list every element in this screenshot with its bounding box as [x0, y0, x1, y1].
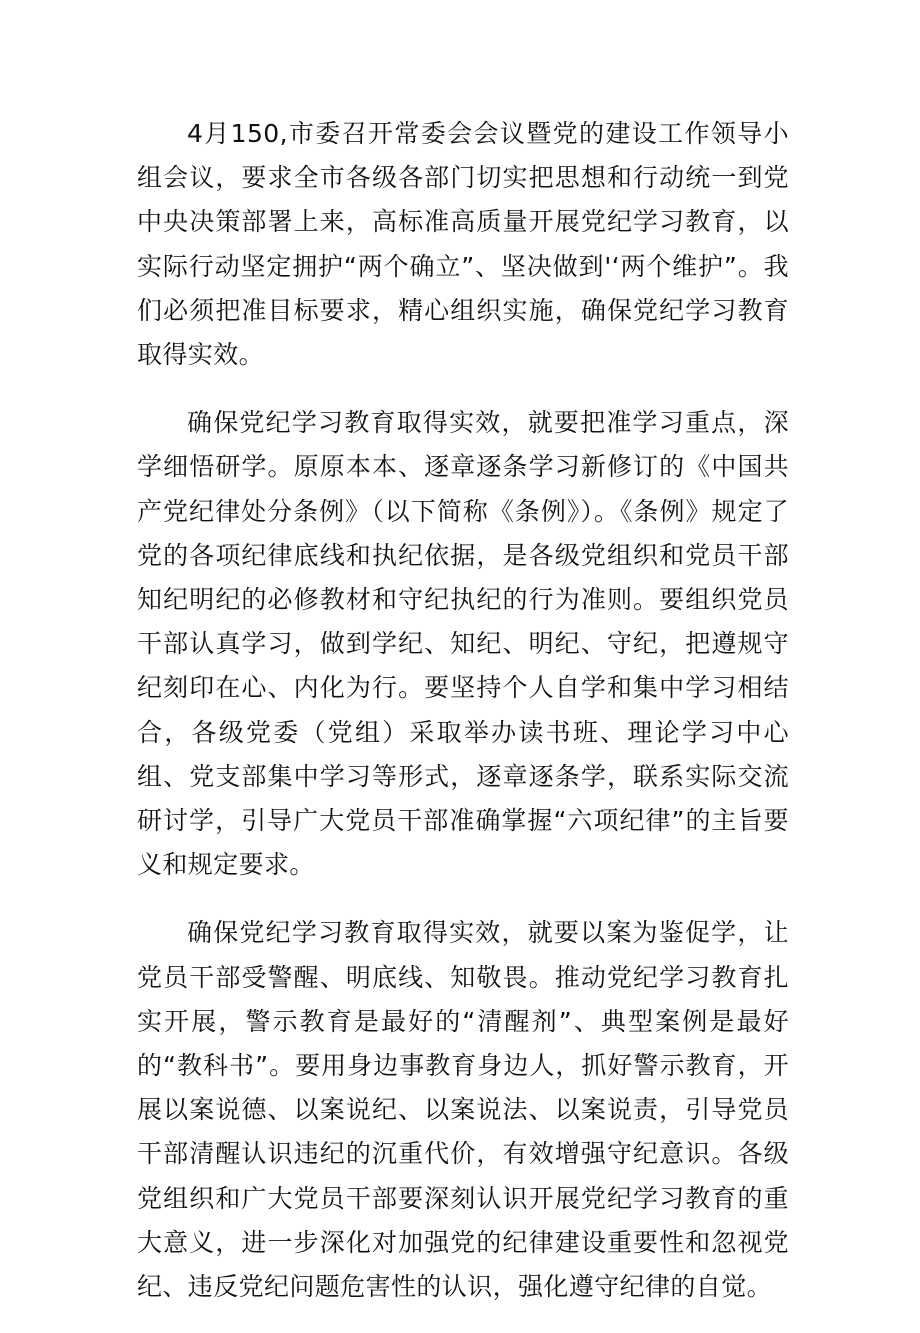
paragraph-3: 确保党纪学习教育取得实效，就要以案为鉴促学，让党员干部受警醒、明底线、知敬畏。推动党纪学习教育扎实开展，警示教育是最好的“清醒剂”、典型案例是最好的“教科书”。要用身边事教育身边人，抓好警示教育，开展以案说德、以案说纪、以案说法、以案说责，引导党员干部清醒认识违纪的沉重代价，有效增强守纪意识。各级党组织和广大党员干部要深刻认识开展党纪学习教育的重大意义，进一步深化对加强党的纪律建设重要性和忽视党纪、违反党纪问题危害性的认识，强化遵守纪律的自觉。: [137, 918, 789, 1302]
document-body: [137, 112, 789, 1333]
paragraph-2: 确保党纪学习教育取得实效，就要把准学习重点，深学细悟研学。原原本本、逐章逐条学习新修订的《中国共产党纪律处分条例》（以下简称《条例》）。《条例》规定了党的各项纪律底线和执纪依据，是各级党组织和党员干部知纪明纪的必修教材和守纪执纪的行为准则。要组织党员干部认真学习，做到学纪、知纪、明纪、守纪，把遵规守纪刻印在心、内化为行。要坚持个人自学和集中学习相结合，各级党委（党组）采取举办读书班、理论学习中心组、党支部集中学习等形式，逐章逐条学，联系实际交流研讨学，引导广大党员干部准确掌握“六项纪律”的主旨要义和规定要求。: [137, 408, 789, 880]
paragraph-1: 4月150,市委召开常委会会议暨党的建设工作领导小组会议，要求全市各级各部门切实把思想和行动统一到党中央决策部署上来，高标准高质量开展党纪学习教育，以实际行动坚定拥护“两个确立”、坚决做到'‘两个维护”。我们必须把准目标要求，精心组织实施，确保党纪学习教育取得实效。: [137, 119, 789, 370]
